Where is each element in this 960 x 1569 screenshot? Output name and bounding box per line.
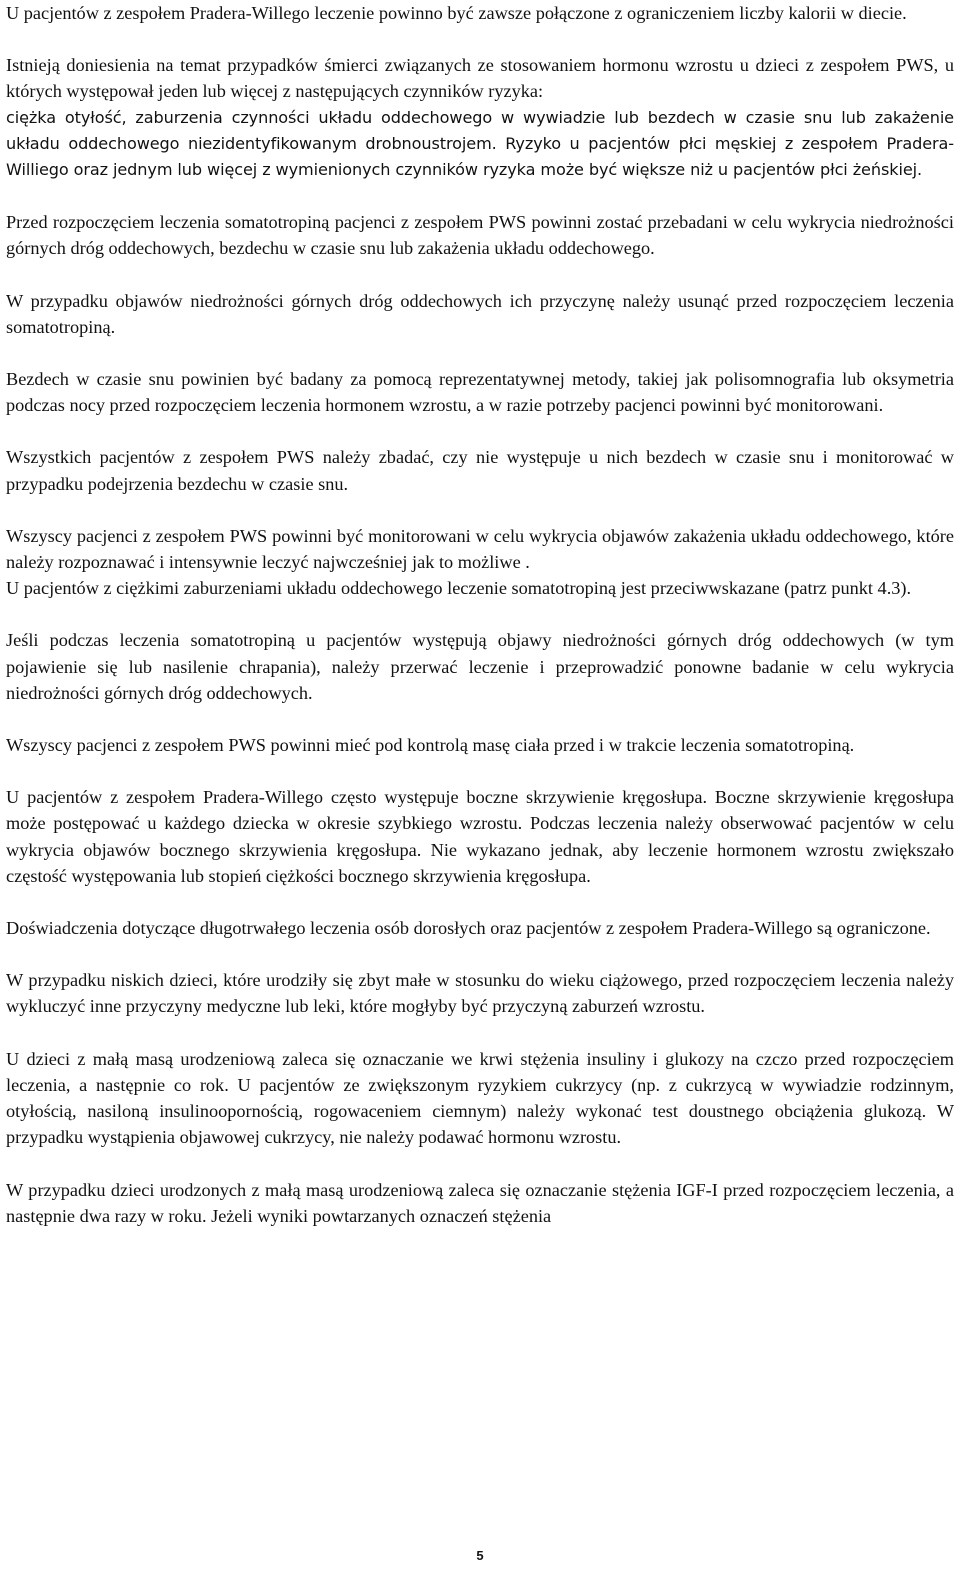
paragraph-short-children: W przypadku niskich dzieci, które urodziły się zbyt małe w stosunku do wieku ciążowego, przed rozpoczęciem leczenia należy wykluczyć inne przyczyny medyczne lub leki, które mogłyby być przyczyną zaburzeń wzrostu. <box>6 970 954 1017</box>
paragraph-risk-factors: ciężka otyłość, zaburzenia czynności układu oddechowego w wywiadzie lub bezdech w czasie snu lub zakażenie układu oddechowego niezidentyfikowanym drobnoustrojem. Ryzyko u pacjentów płci męskiej z zespołem Pradera-Williego oraz jednym lub więcej z wymienionych czynników ryzyka może być większe niż u pacjentów płci żeńskiej. <box>6 107 954 180</box>
paragraph-insulin-glucose: U dzieci z małą masą urodzeniową zaleca się oznaczanie we krwi stężenia insuliny i glukozy na czczo przed rozpoczęciem leczenia, a następnie co rok. U pacjentów ze zwiększonym ryzykiem cukrzycy (np. z cukrzycą w wywiadzie rodzinnym, otyłością, nasiloną insulinoopornością, rogowaceniem ciemnym) należy wykonać test doustnego obciążenia glukozą. W przypadku wystąpienia objawowej cukrzycy, nie należy podawać hormonu wzrostu. <box>6 1048 954 1148</box>
paragraph-contraindication: U pacjentów z ciężkimi zaburzeniami układu oddechowego leczenie somatotropiną jest przeciwwskazane (patrz punkt 4.3). <box>6 578 912 599</box>
paragraph-igf-i: W przypadku dzieci urodzonych z małą masą urodzeniową zaleca się oznaczanie stężenia IGF-I przed rozpoczęciem leczenia, a następnie dwa razy w roku. Jeżeli wyniki powtarzanych oznaczeń stężenia <box>6 1179 954 1226</box>
paragraph-sleep-apnea-evaluation: Bezdech w czasie snu powinien być badany za pomocą reprezentatywnej metody, takiej jak polisomnografia lub oksymetria podczas nocy przed rozpoczęciem leczenia hormonem wzrostu, a w razie potrzeby pacjenci powinni być monitorowani. <box>6 369 954 416</box>
document-page <box>6 0 954 1229</box>
paragraph-airway-obstruction: W przypadku objawów niedrożności górnych dróg oddechowych ich przyczynę należy usunąć przed rozpoczęciem leczenia somatotropiną. <box>6 290 954 337</box>
paragraph-respiratory-infection: Wszyscy pacjenci z zespołem PWS powinni być monitorowani w celu wykrycia objawów zakażenia układu oddechowego, które należy rozpoznawać i intensywnie leczyć najwcześniej jak to możliwe . <box>6 525 954 573</box>
paragraph-long-term-experience: Doświadczenia dotyczące długotrwałego leczenia osób dorosłych oraz pacjentów z zespołem Pradera-Willego są ograniczone. <box>6 918 931 939</box>
paragraph-sleep-apnea-monitoring: Wszystkich pacjentów z zespołem PWS należy zbadać, czy nie występuje u nich bezdech w czasie snu i monitorować w przypadku podejrzenia bezdechu w czasie snu. <box>6 447 954 494</box>
paragraph-calorie-restriction: U pacjentów z zespołem Pradera-Willego leczenie powinno być zawsze połączone z ograniczeniem liczby kalorii w diecie. <box>6 3 907 23</box>
paragraph-death-reports: Istnieją doniesienia na temat przypadków śmierci związanych ze stosowaniem hormonu wzrostu u dzieci z zespołem PWS, u których występował jeden lub więcej z następujących czynników ryzyka: <box>6 55 954 102</box>
paragraph-scoliosis: U pacjentów z zespołem Pradera-Willego często występuje boczne skrzywienie kręgosłupa. Boczne skrzywienie kręgosłupa może postępować u każdego dziecka w okresie szybkiego wzrostu. Podczas leczenia należy obserwować pacjentów w celu wykrycia objawów bocznego skrzywienia kręgosłupa. Nie wykazano jednak, aby leczenie hormonem wzrostu zwiększało częstość występowania lub stopień ciężkości bocznego skrzywienia kręgosłupa. <box>6 787 954 886</box>
page-number: 5 <box>476 1548 484 1563</box>
paragraph-pre-treatment-screening: Przed rozpoczęciem leczenia somatotropiną pacjenci z zespołem PWS powinni zostać przebadani w celu wykrycia niedrożności górnych dróg oddechowych, bezdechu w czasie snu lub zakażenia układu oddechowego. <box>6 212 954 259</box>
paragraph-obstruction-during-treatment: Jeśli podczas leczenia somatotropiną u pacjentów występują objawy niedrożności górnych dróg oddechowych (w tym pojawienie się lub nasilenie chrapania), należy przerwać leczenie i przeprowadzić ponowne badanie w celu wykrycia niedrożności górnych dróg oddechowych. <box>6 630 954 703</box>
paragraph-weight-control: Wszyscy pacjenci z zespołem PWS powinni mieć pod kontrolą masę ciała przed i w trakcie leczenia somatotropiną. <box>6 735 855 756</box>
